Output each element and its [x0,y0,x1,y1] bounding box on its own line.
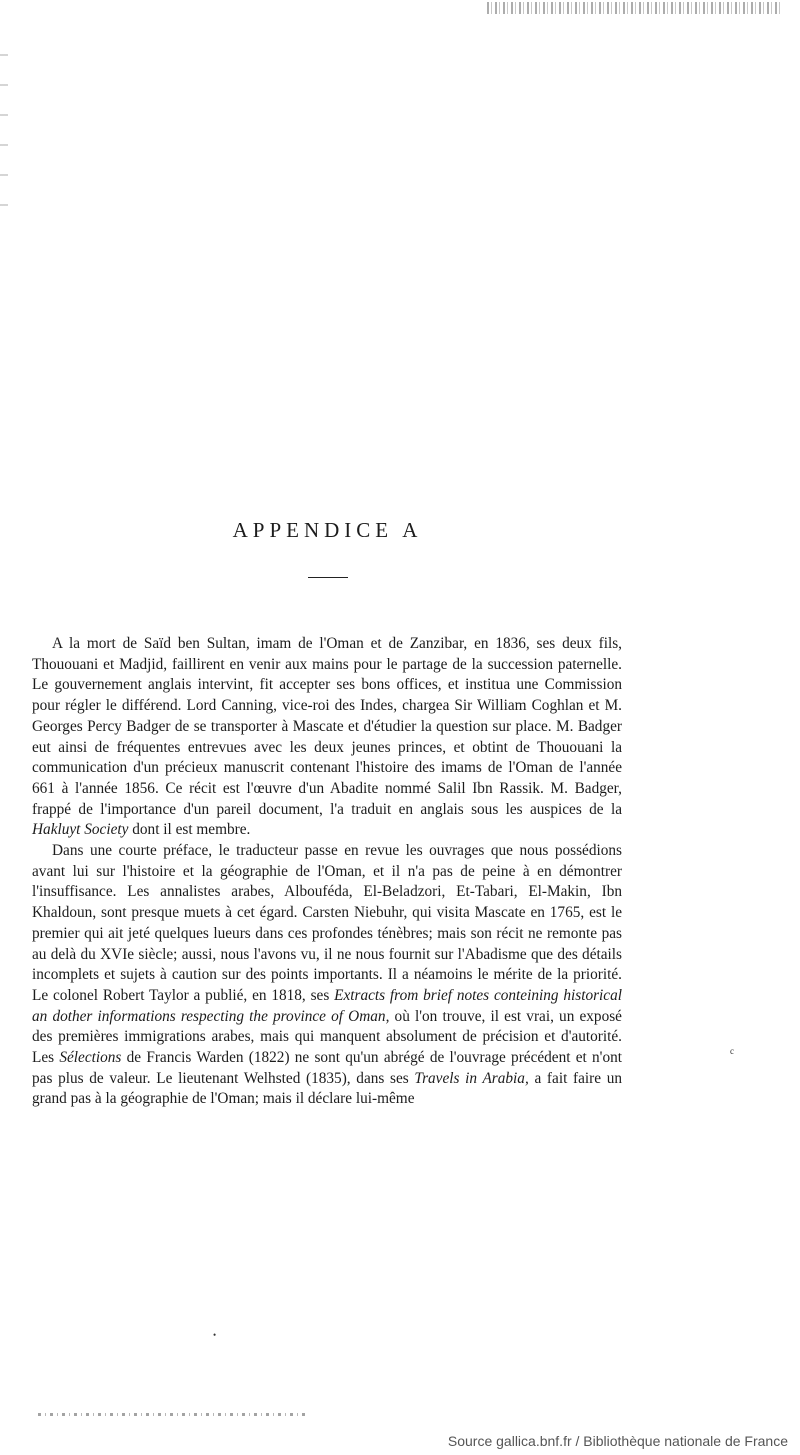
italic-title-text: Extracts from brief notes conteining historical an dother informations respecting the province of Oman, [32,986,622,1025]
appendix-title: APPENDICE A [232,518,423,542]
paragraph-text: Dans une courte préface, le traducteur passe en revue les ouvrages que nous possédions avant lui sur l'histoire et la géographie de l'Oman, et il n'a pas de peine à en démontrer l'insuffisance. Les annalistes arabes, Albouféda, El-Beladzori, Et-Tabari, El-Makin, Ibn Khaldoun, sont presque muets à cet égard. Carsten Niebuhr, qui visita Mascate en 1765, est le premier qui ait jeté quelques lueurs dans ces profondes ténèbres; mais son récit ne remonte pas au delà du XVIe siècle; aussi, nous l'avons vu, il ne nous fournit sur l'Abadisme que des détails incomplets et sujets à caution sur des points importants. Il a néamoins le mérite de la priorité. Le colonel Robert Taylor a publié, en 1818, ses [32,842,622,1004]
scan-noise-bottom [38,1413,308,1416]
title-divider [308,577,348,578]
paragraph-1 [32,634,622,841]
paragraph-text: où l'on trouve, il est vrai, un exposé des premières immigrations arabes, mais qui manquent absolument de précision et d'autorité. Les [32,1007,622,1067]
paragraph-text: A la mort de Saïd ben Sultan, imam de l'Oman et de Zanzibar, en 1836, ses deux fils, Thououani et Madjid, faillirent en venir aux mains pour le partage de la succession paternelle. Le gouvernement anglais intervint, fit accepter ses bons offices, et institua une Commission pour régler le différend. Lord Canning, vice-roi des Indes, chargea Sir William Coghlan et M. Georges Percy Badger de se transporter à Mascate et d'étudier la question sur place. M. Badger eut ainsi de fréquentes entrevues avec les deux jeunes princes, et obtint de Thououani la communication d'un précieux manuscrit contenant l'histoire des imams de l'Oman de l'année 661 à l'année 1856. Ce récit est l'œuvre d'un Abadite nommé Salil Ibn Rassik. M. Badger, frappé de l'importance d'un pareil document, l'a traduit en anglais sous les auspices de la [32,635,622,818]
italic-title-text: Travels in Arabia, [414,1069,529,1087]
paragraph-2 [32,841,622,1110]
source-credit: Source gallica.bnf.fr / Bibliothèque nationale de France [447,1433,788,1449]
italic-title-text: Sélections [59,1049,122,1067]
margin-speck: • [213,1330,217,1340]
appendix-body [32,634,622,1110]
margin-speck: c [730,1046,734,1056]
paragraph-text: de Francis Warden (1822) ne sont qu'un abrégé de l'ouvrage précédent et n'ont pas plus de valeur. Le lieutenant Welhsted (1835), dans ses [32,1049,622,1087]
paragraph-text: dont il est membre. [128,821,251,839]
paragraph-text: a fait faire un grand pas à la géographie de l'Oman; mais il déclare lui-même [32,1069,622,1108]
italic-title-text: Hakluyt Society [32,821,129,839]
scan-noise-top [487,2,782,14]
scan-noise-left-edge [0,40,8,220]
